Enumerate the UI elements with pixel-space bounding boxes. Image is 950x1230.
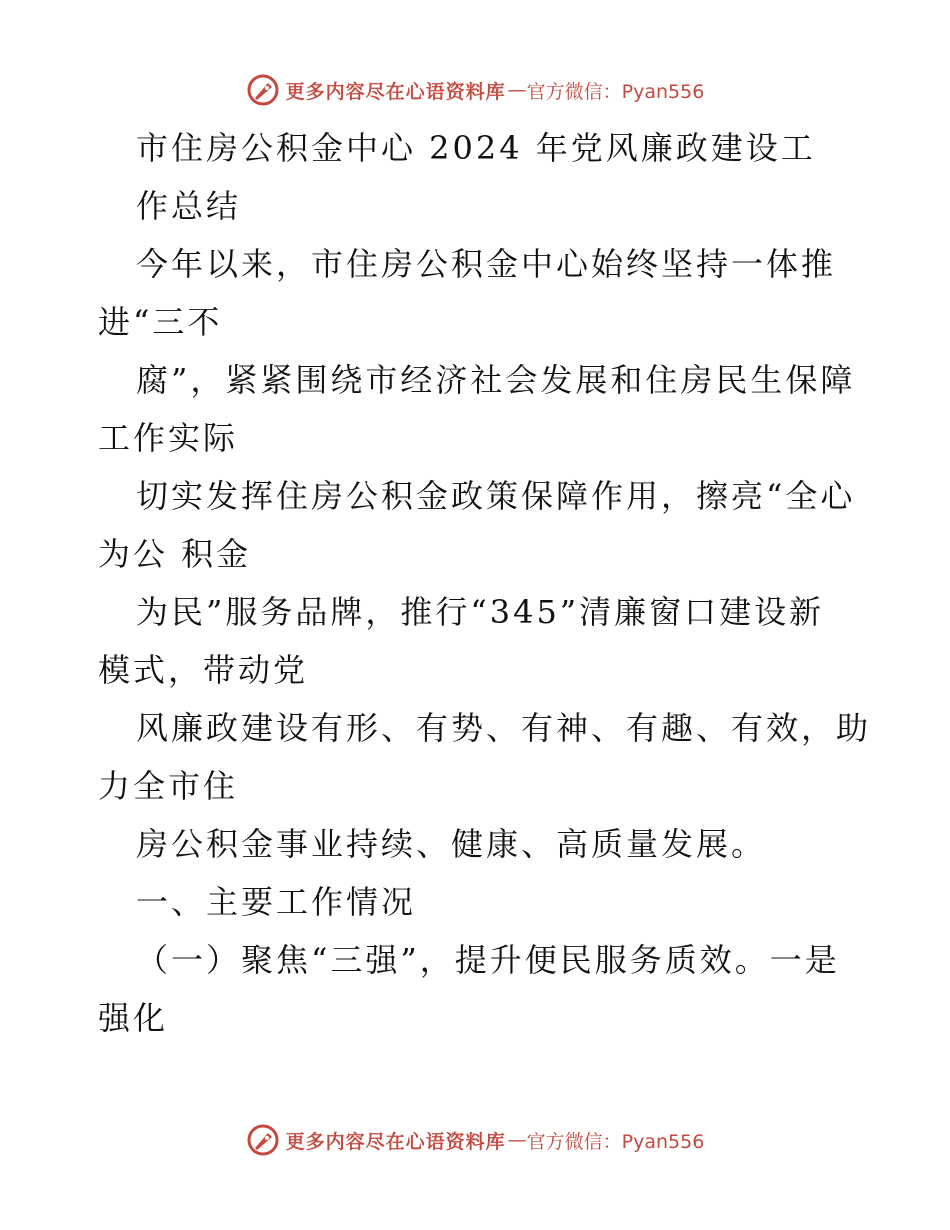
title-line-1: 市住房公积金中心 2024 年党风廉政建设工 — [136, 129, 816, 167]
pen-nib-circle-icon — [246, 1123, 280, 1157]
title-line-2: 作总结 — [136, 187, 242, 225]
paragraph-line: 力全市住 — [98, 767, 239, 805]
paragraph-line: 风廉政建设有形、有势、有神、有趣、有效，助 — [136, 709, 872, 747]
paragraph-line: 今年以来，市住房公积金中心始终坚持一体推 — [136, 245, 837, 283]
paragraph-line: 为公 积金 — [98, 535, 252, 573]
paragraph-line: 工作实际 — [98, 419, 239, 457]
subsection-line: （一）聚焦“三强”，提升便民服务质效。一是 — [136, 941, 840, 979]
paragraph-line: 房公积金事业持续、健康、高质量发展。 — [136, 825, 767, 863]
watermark-brand: 更多内容尽在心语资料库 — [285, 80, 506, 103]
watermark-separator: — — [507, 1129, 525, 1151]
paragraph-line: 切实发挥住房公积金政策保障作用，擦亮“全心 — [136, 477, 856, 515]
watermark-separator: — — [507, 79, 525, 101]
paragraph-line: 模式，带动党 — [98, 651, 309, 689]
section-heading: 一、主要工作情况 — [136, 883, 417, 921]
paragraph-line: 为民”服务品牌，推行“345”清廉窗口建设新 — [136, 593, 825, 631]
watermark-brand: 更多内容尽在心语资料库 — [285, 1130, 506, 1153]
footer-watermark — [0, 1120, 950, 1160]
paragraph-line: 腐”，紧紧围绕市经济社会发展和住房民生保障 — [136, 361, 856, 399]
watermark-contact: 官方微信：Pyan556 — [526, 1130, 705, 1153]
subsection-line: 强化 — [98, 999, 169, 1037]
watermark-contact: 官方微信：Pyan556 — [526, 80, 705, 103]
paragraph-line: 进“三不 — [98, 303, 223, 341]
